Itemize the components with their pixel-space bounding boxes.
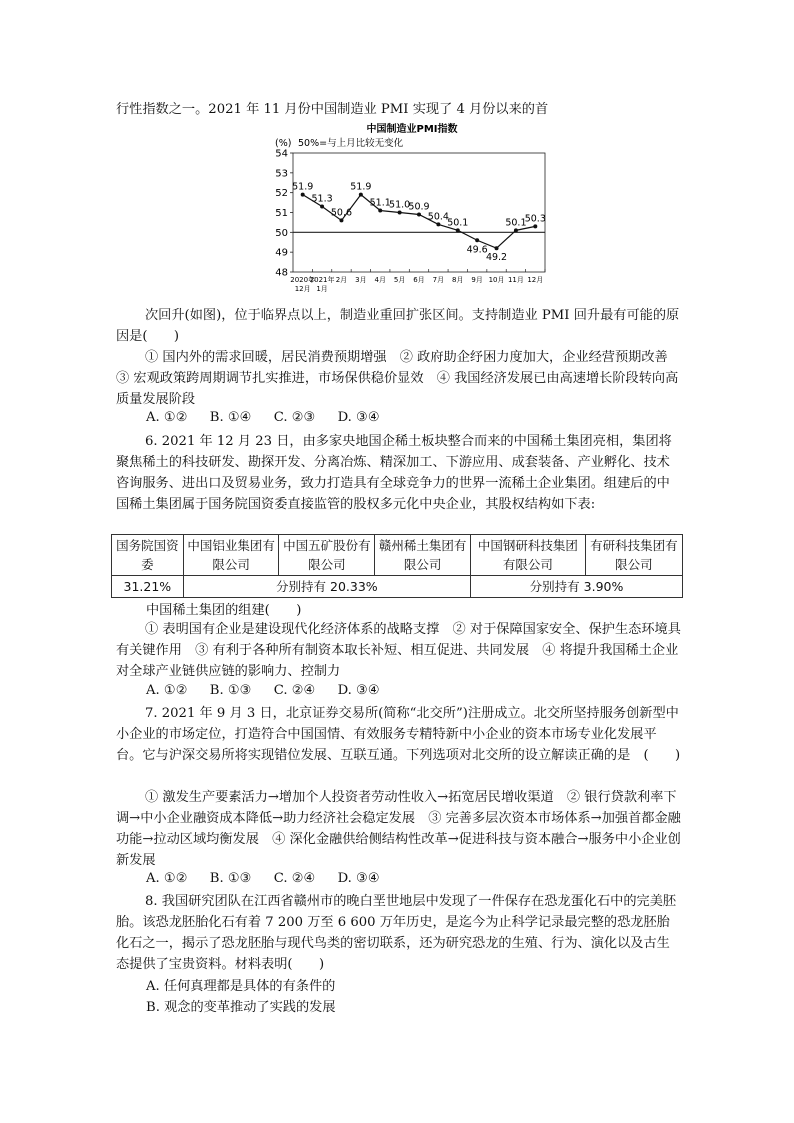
q5-option-c[interactable]: C. ②③ <box>273 410 316 425</box>
chart-note: 50%=与上月比较无变化 <box>298 138 404 149</box>
table-cell: 赣州稀土集团有限公司 <box>375 535 471 576</box>
data-label: 49.6 <box>466 244 488 256</box>
data-point <box>417 212 421 216</box>
x-tick-label-second-line: 12月 <box>294 285 311 293</box>
q5-stem: 次回升(如图)，位于临界点以上，制造业重回扩张区间。支持制造业 PMI 回升最有可能的原因是( ) <box>116 308 680 344</box>
x-tick-label: 9月 <box>471 276 483 284</box>
table-cell: 国务院国资委 <box>112 535 184 576</box>
y-tick-label: 52 <box>275 188 288 200</box>
intro-text: 行性指数之一。2021 年 11 月份中国制造业 PMI 实现了 4 月份以来的首 <box>116 102 549 117</box>
pmi-line-chart <box>265 120 555 302</box>
table-cell: 中国五矿股份有限公司 <box>279 535 375 576</box>
table-cell: 有研科技集团有限公司 <box>585 535 682 576</box>
chart-unit-label: (%) <box>275 138 292 149</box>
equity-table <box>111 534 683 598</box>
q6-options <box>146 683 398 698</box>
table-cell: 中国铝业集团有限公司 <box>183 535 279 576</box>
q6-option-b[interactable]: B. ①③ <box>209 683 252 698</box>
table-cell: 中国钢研科技集团有限公司 <box>471 535 586 576</box>
x-tick-label: 2月 <box>335 276 348 284</box>
data-label: 51.9 <box>350 181 372 193</box>
data-point <box>436 222 440 226</box>
data-label: 50.1 <box>505 217 527 229</box>
table-cell: 31.21% <box>112 576 184 598</box>
q6-stem: 6. 2021 年 12 月 23 日，由多家央地国企稀土板块整合而来的中国稀土集团亮相，集团将聚焦稀土的科技研发、勘探开发、分离冶炼、精深加工、下游应用、成套装备、产业孵化、技术咨询服务、进出口及贸易业务，致力打造具有全球竞争力的世界一流稀土企业集团。组建后的中国稀土集团属于国务院国资委直接监管的股权多元化中央企业，其股权结构如下表: <box>116 434 672 512</box>
q7-options <box>146 871 398 886</box>
q6-option-d[interactable]: D. ③④ <box>337 683 380 698</box>
q5-option-d[interactable]: D. ③④ <box>337 410 380 425</box>
data-point <box>301 193 305 197</box>
q6-question: 中国稀土集团的组建( ) <box>146 603 302 618</box>
q7-option-a[interactable]: A. ①② <box>146 871 188 886</box>
chart-title: 中国制造业PMI指数 <box>366 124 458 135</box>
data-label: 50.9 <box>408 201 430 213</box>
x-tick-label: 6月 <box>413 276 425 284</box>
q8-stem: 8. 我国研究团队在江西省赣州市的晚白垩世地层中发现了一件保存在恐龙蛋化石中的完美胚胎。该恐龙胚胎化石有着 7 200 万至 6 600 万年历史，是迄今为止科学记录最完整的恐龙胚胎化石之一，揭示了恐龙胚胎与现代鸟类的密切联系，还为研究恐龙的生殖、行为、演化以及古生态提供了宝贵资料。材料表明( ) <box>116 894 677 972</box>
data-point <box>456 228 460 232</box>
q5-option-b[interactable]: B. ①④ <box>209 410 252 425</box>
q6-statements: ① 表明国有企业是建设现代化经济体系的战略支撑 ② 对于保障国家安全、保护生态环境具有关键作用 ③ 有利于各种所有制资本取长补短、相互促进、共同发展 ④ 将提升我国稀土企业对全球产业链供应链的影响力、控制力 <box>116 622 681 679</box>
x-tick-label: 5月 <box>393 276 406 284</box>
data-point <box>398 211 402 215</box>
data-point <box>378 209 382 213</box>
q8-option-a[interactable]: A. 任何真理都是具体的有条件的 <box>146 979 336 994</box>
data-label: 49.2 <box>485 252 508 264</box>
y-tick-label: 54 <box>275 148 288 160</box>
data-label: 50.3 <box>524 213 546 225</box>
data-point <box>320 205 324 209</box>
data-point <box>495 246 499 250</box>
q6-option-c[interactable]: C. ②④ <box>273 683 316 698</box>
q7-stem: 7. 2021 年 9 月 3 日，北京证券交易所(简称“北交所”)注册成立。北交所坚持服务创新型中小企业的市场定位，打造符合中国国情、有效服务专精特新中小企业的资本市场专业化发展平台。它与沪深交易所将实现错位发展、互联互通。下列选项对北交所的设立解读正确的是 ( ) <box>116 706 681 763</box>
x-tick-label: 7月 <box>432 276 445 284</box>
y-tick-label: 50 <box>275 227 288 239</box>
data-label: 50.1 <box>447 217 469 229</box>
y-tick-label: 51 <box>275 208 288 219</box>
x-tick-label: 12月 <box>527 276 544 284</box>
y-tick-label: 53 <box>275 168 288 180</box>
table-row <box>112 576 683 598</box>
x-tick-label: 10月 <box>488 276 505 284</box>
data-label: 50.6 <box>330 207 353 219</box>
q7-option-b[interactable]: B. ①③ <box>209 871 252 886</box>
q5-statements: ① 国内外的需求回暖，居民消费预期增强 ② 政府助企纾困力度加大，企业经营预期改善 ③ 宏观政策跨周期调节扎实推进，市场保供稳价显效 ④ 我国经济发展已由高速增长阶段转向高质量发展阶段 <box>116 350 681 407</box>
data-label: 51.1 <box>369 197 391 209</box>
table-cell: 分别持有 20.33% <box>183 576 470 598</box>
data-point <box>475 238 479 242</box>
q7-option-c[interactable]: C. ②④ <box>273 871 316 886</box>
data-point <box>514 228 518 232</box>
data-point <box>339 218 343 222</box>
q5-option-a[interactable]: A. ①② <box>146 410 188 425</box>
x-tick-label: 11月 <box>507 276 524 284</box>
q5-options <box>146 410 398 425</box>
x-tick-label: 2020年 <box>290 276 316 284</box>
x-tick-label: 8月 <box>452 276 464 284</box>
data-label: 51.9 <box>292 181 314 193</box>
data-point <box>359 193 363 197</box>
y-tick-label: 48 <box>275 267 288 279</box>
data-label: 51.3 <box>311 193 333 205</box>
y-tick-label: 49 <box>275 247 288 259</box>
q6-option-a[interactable]: A. ①② <box>146 683 188 698</box>
x-tick-label: 4月 <box>374 276 386 284</box>
x-tick-label: 2021年 <box>309 276 335 284</box>
q7-option-d[interactable]: D. ③④ <box>337 871 380 886</box>
data-point <box>533 224 537 228</box>
data-label: 50.4 <box>427 211 449 223</box>
table-row <box>112 535 683 576</box>
x-tick-label-second-line: 1月 <box>316 285 328 293</box>
q7-statements: ① 激发生产要素活力→增加个人投资者劳动性收入→拓宽居民增收渠道 ② 银行贷款利率下调→中小企业融资成本降低→助力经济社会稳定发展 ③ 完善多层次资本市场体系→加强首都金融功能→拉动区域均衡发展 ④ 深化金融供给侧结构性改革→促进科技与资本融合→服务中小企业创新发展 <box>116 790 681 868</box>
q8-option-b[interactable]: B. 观念的变革推动了实践的发展 <box>146 1000 336 1015</box>
x-tick-label: 3月 <box>355 276 367 284</box>
data-label: 51.0 <box>389 199 411 211</box>
table-cell: 分别持有 3.90% <box>471 576 683 598</box>
